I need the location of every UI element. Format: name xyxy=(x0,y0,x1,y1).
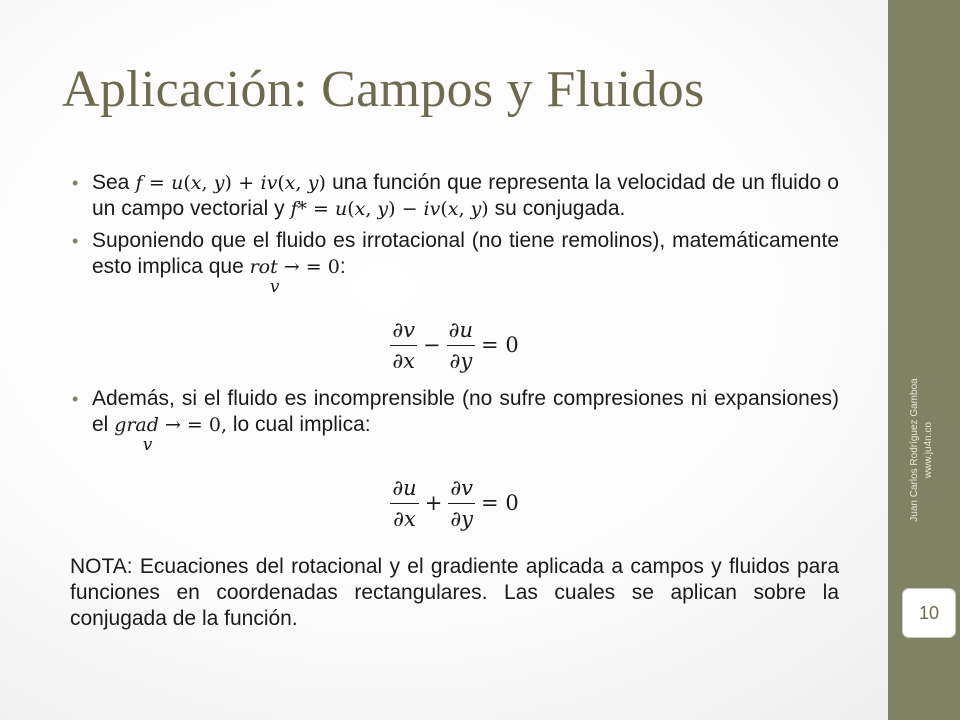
equation-irrotational xyxy=(70,304,839,386)
fraction-denominator: ∂𝑦 xyxy=(450,506,474,531)
text-fragment: Suponiendo que el fluido es irrotacional (no tiene remolinos), matemáticamente esto implica que xyxy=(92,229,839,278)
equation-incompressible xyxy=(70,462,839,544)
text-fragment: Sea xyxy=(92,171,136,194)
fraction-numerator: ∂𝑢 xyxy=(447,317,475,346)
text-fragment: su conjugada. xyxy=(488,197,626,220)
math-grad-vector xyxy=(114,412,181,455)
fraction-numerator: ∂𝑢 xyxy=(390,475,418,504)
author-credit xyxy=(908,315,936,585)
text-fragment: : xyxy=(339,255,346,278)
page-number: 10 xyxy=(918,603,940,623)
fraction-dv-dy xyxy=(448,475,475,532)
bullet-function-definition xyxy=(70,170,839,222)
fraction-numerator: ∂𝑣 xyxy=(448,475,475,504)
fraction-du-dx xyxy=(390,475,418,532)
math-rot-vector xyxy=(249,254,300,297)
credit-anchor xyxy=(908,378,934,599)
fraction-numerator: ∂𝑣 xyxy=(390,317,417,346)
author-website: www.ju4n.co xyxy=(923,421,934,479)
slide-body xyxy=(70,170,839,632)
math-grad-operator: 𝑔𝑟𝑎𝑑 → xyxy=(114,414,181,436)
fraction-du-dy xyxy=(447,317,475,374)
equation-operator: − xyxy=(423,333,441,357)
note-text: NOTA: Ecuaciones del rotacional y el gradiente aplicada a campos y fluidos para funciones en coordenadas rectangulares. Las cuales se aplican sobre la conjugada de la función. xyxy=(70,555,839,630)
slide-title: Aplicación: Campos y Fluidos xyxy=(62,61,705,118)
math-vector-subscript: 𝑣 xyxy=(269,277,280,297)
fraction-denominator: ∂𝑥 xyxy=(393,506,416,531)
math-function-f: 𝑓 = 𝑢(𝑥, 𝑦) + 𝑖𝑣(𝑥, 𝑦) xyxy=(135,172,326,194)
bullet-irrotational xyxy=(70,228,839,298)
fraction-denominator: ∂𝑦 xyxy=(449,348,473,373)
equation-rhs: = 0 xyxy=(481,333,519,357)
fraction-dv-dx xyxy=(390,317,417,374)
math-equals-zero: = 0 xyxy=(299,256,340,278)
equation-rhs: = 0 xyxy=(481,491,519,515)
author-name: Juan Carlos Rodríguez Gamboa xyxy=(909,378,920,522)
text-fragment: lo cual implica: xyxy=(227,413,371,436)
math-vector-subscript: 𝑣 xyxy=(142,435,153,455)
fraction-denominator: ∂𝑥 xyxy=(392,348,416,373)
equation-operator: + xyxy=(424,491,443,515)
math-rot-operator: 𝑟𝑜𝑡 → xyxy=(249,256,300,278)
bullet-incompressible xyxy=(70,386,839,456)
text-fragment: Además, si el fluido es incomprensible (no sufre compresiones ni expansiones) el xyxy=(92,387,839,436)
math-equals-zero: = 0, xyxy=(180,414,228,436)
math-conjugate-f: 𝑓* = 𝑢(𝑥, 𝑦) − 𝑖𝑣(𝑥, 𝑦) xyxy=(290,198,489,220)
text-fragment: una función que representa la velocidad de un fluido o un campo vectorial y xyxy=(92,171,839,220)
